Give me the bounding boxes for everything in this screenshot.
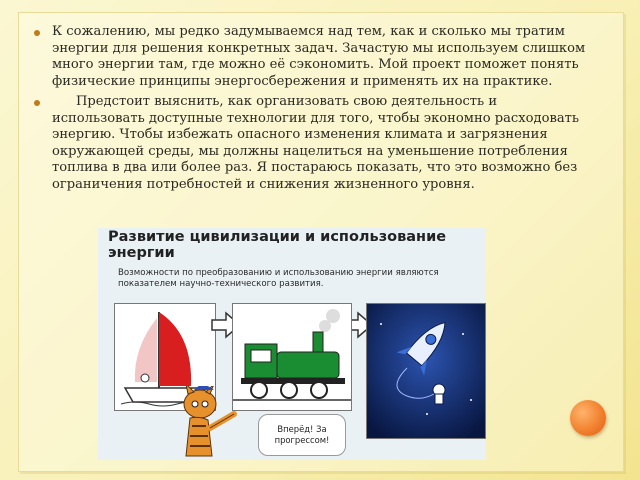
slide-title: Развитие цивилизации и использование энергии <box>108 229 447 261</box>
bullet-paragraph-1 <box>34 24 590 90</box>
bullet-dot-icon <box>34 30 40 36</box>
orange-circle-decoration <box>570 400 606 436</box>
bullet-paragraph-2 <box>34 94 590 193</box>
speech-bubble <box>258 414 346 456</box>
rocket-icon <box>367 304 485 438</box>
text-bullets <box>34 24 590 197</box>
speech-bubble-text: Вперёд! За прогрессом! <box>274 424 330 445</box>
embedded-slide-image <box>98 228 486 460</box>
bullet-dot-icon <box>34 100 40 106</box>
slide-subtitle: Возможности по преобразованию и использованию энергии являются показателем научно-технического развития. <box>118 268 439 289</box>
paragraph-text: Предстоит выяснить, как организовать свою деятельность и использовать доступные технологии для того, чтобы экономно расходовать энергию. Чтобы избежать опасного изменения климата и загрязнения окружающей среды, мы должны нацелиться на уменьшение потребления топлива в два или более раз. Я постараюсь показать, что это возможно без ограничения потребностей и снижения жизненного уровня. <box>52 94 580 192</box>
cat-mascot-icon <box>164 386 260 460</box>
rocket-panel <box>366 303 486 439</box>
paragraph-text: К сожалению, мы редко задумываемся над тем, как и сколько мы тратим энергии для решения конкретных задач. Зачастую мы используем слишком много энергии там, где можно её сэкономить. Мой проект поможет понять физические принципы энергосбережения и применять их на практике. <box>52 24 586 89</box>
